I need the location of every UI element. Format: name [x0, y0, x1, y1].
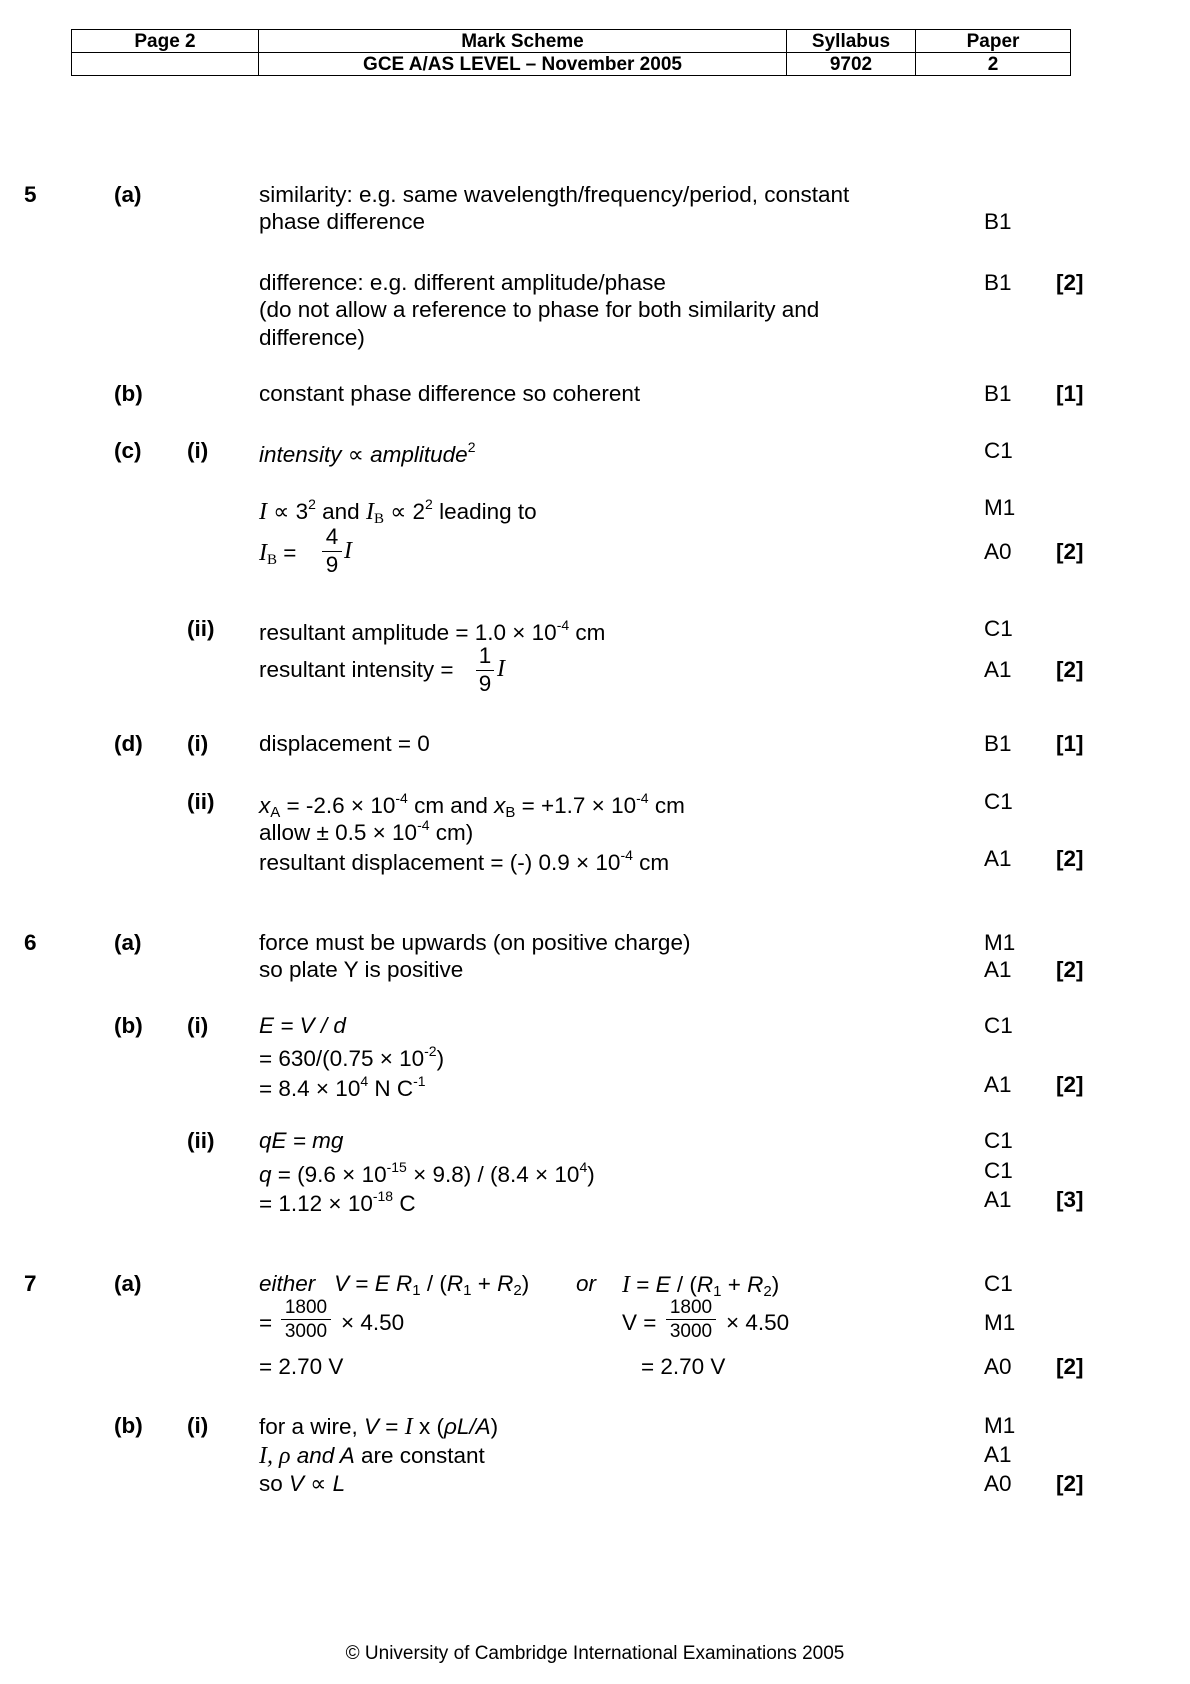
- var-r: R: [696, 1272, 714, 1297]
- superscript: -2: [424, 1043, 437, 1059]
- q6-bi-mark1: C1: [984, 1013, 1013, 1038]
- value-text: = -2.6 × 10: [280, 793, 396, 818]
- var-i: I: [622, 1272, 630, 1298]
- subscript: 1: [713, 1283, 722, 1300]
- var-rho-l-a: ρL/A: [443, 1414, 491, 1439]
- q6-bii-mark2: C1: [984, 1158, 1013, 1183]
- fraction-denominator: 9: [478, 670, 492, 696]
- q5-ci-label: (i): [187, 438, 209, 463]
- superscript: 2: [425, 496, 433, 512]
- q5-a-mark2: B1: [984, 270, 1012, 295]
- q7-a-mark2: M1: [984, 1310, 1016, 1335]
- fraction-bar: [281, 1319, 331, 1320]
- unit: cm: [632, 850, 670, 875]
- q7-bi-line2: [259, 1444, 485, 1468]
- q7-bi-total: [2]: [1056, 1471, 1084, 1496]
- operator: +: [721, 1272, 748, 1297]
- var-ib: I: [259, 540, 267, 566]
- operator: ): [490, 1414, 499, 1439]
- var-i: I: [259, 499, 267, 525]
- q7-bi-line1: [259, 1415, 498, 1439]
- q5-ci-total: [2]: [1056, 539, 1084, 564]
- q6-bi-line3: [259, 1074, 426, 1101]
- q7-b-label: (b): [114, 1413, 143, 1438]
- superscript: 4: [360, 1073, 369, 1089]
- unit: C: [393, 1191, 416, 1216]
- q7-a-v-right: V =: [622, 1310, 657, 1335]
- header-paper-label: Paper: [916, 30, 1071, 53]
- calc-text: = 8.4 × 10: [259, 1076, 361, 1101]
- q5-dii-total: [2]: [1056, 846, 1084, 871]
- q7-a-mark3: A0: [984, 1354, 1012, 1379]
- q7-bi-mark2: A1: [984, 1442, 1012, 1467]
- superscript: -15: [386, 1159, 407, 1175]
- q7-a-times-right: × 4.50: [726, 1310, 790, 1335]
- q5-cii-mark2: A1: [984, 657, 1012, 682]
- var-x: x: [494, 793, 506, 818]
- q5-ci-line1: [259, 440, 475, 467]
- equals: =: [630, 1272, 656, 1297]
- q5-ci-mark1: C1: [984, 438, 1013, 463]
- proportional-symbol: ∝: [383, 499, 413, 524]
- q7-number: 7: [24, 1271, 37, 1296]
- q5-dii-line1: [259, 791, 685, 820]
- unit: N C: [368, 1076, 414, 1101]
- wire-text: for a wire,: [259, 1414, 365, 1439]
- superscript: -4: [395, 790, 408, 806]
- q7-a-fraction-left: [281, 1298, 331, 1341]
- var-q: q: [259, 1162, 272, 1187]
- q6-a-line2: so plate Y is positive: [259, 957, 464, 982]
- q5-di-line: displacement = 0: [259, 731, 430, 756]
- q7-a-line1-left: [259, 1273, 529, 1298]
- q7-a-res-right: = 2.70 V: [641, 1354, 726, 1379]
- amplitude-text: resultant amplitude = 1.0 × 10: [259, 620, 557, 645]
- calc-text: = 630/(0.75 × 10: [259, 1046, 425, 1071]
- var-x: x: [259, 793, 271, 818]
- q6-a-label: (a): [114, 930, 142, 955]
- var-v: V: [334, 1271, 350, 1296]
- q6-number: 6: [24, 930, 37, 955]
- superscript: -4: [620, 847, 633, 863]
- q5-b-label: (b): [114, 381, 143, 406]
- q5-cii-line2: resultant intensity =: [259, 657, 454, 682]
- var-r: R: [497, 1271, 514, 1296]
- q6-bii-total: [3]: [1056, 1187, 1084, 1212]
- q6-bi-total: [2]: [1056, 1072, 1084, 1097]
- q6-b-label: (b): [114, 1013, 143, 1038]
- q6-bi-line2: [259, 1044, 444, 1071]
- unit: cm): [429, 820, 474, 845]
- q5-a-line3: difference: e.g. different amplitude/phase: [259, 270, 666, 295]
- q5-a-line4: (do not allow a reference to phase for both similarity and: [259, 297, 820, 322]
- value-2: 2: [412, 499, 426, 524]
- q5-di-label: (i): [187, 731, 209, 756]
- superscript: 2: [467, 439, 476, 455]
- q5-cii-mark1: C1: [984, 616, 1013, 641]
- leading-to: leading to: [432, 499, 537, 524]
- q5-dii-line2: [259, 818, 473, 845]
- q5-ci-line3: [259, 541, 296, 568]
- superscript: 2: [308, 496, 316, 512]
- q5-cii-fraction: [476, 645, 494, 695]
- value-text: cm and: [407, 793, 495, 818]
- operator: / (: [420, 1271, 447, 1296]
- var-i: I: [404, 1414, 413, 1440]
- subscript: B: [373, 511, 384, 527]
- header-scheme: Mark Scheme: [259, 30, 787, 53]
- q5-a-line2: phase difference: [259, 209, 425, 234]
- q5-di-mark: B1: [984, 731, 1012, 756]
- subscript: A: [270, 804, 281, 821]
- operator: x (: [412, 1414, 444, 1439]
- subscript: 2: [763, 1283, 772, 1300]
- header-page: Page 2: [72, 30, 259, 53]
- q7-a-line1-right: [622, 1273, 779, 1299]
- q6-a-total: [2]: [1056, 957, 1084, 982]
- fraction-denominator: 3000: [284, 1321, 328, 1342]
- q6-bii-line1: qE = mg: [259, 1128, 344, 1153]
- subscript: 1: [412, 1282, 421, 1299]
- q7-bi-mark1: M1: [984, 1413, 1016, 1438]
- q5-b-total: [1]: [1056, 381, 1084, 406]
- q7-a-times-left: × 4.50: [341, 1310, 405, 1335]
- and-word: and: [315, 499, 366, 524]
- equals: =: [349, 1271, 375, 1296]
- subscript: B: [267, 552, 278, 568]
- q5-dii-mark2: A1: [984, 846, 1012, 871]
- equals: =: [277, 540, 297, 565]
- q5-di-total: [1]: [1056, 731, 1084, 756]
- q6-bii-mark3: A1: [984, 1187, 1012, 1212]
- q5-ci-mark2: M1: [984, 495, 1016, 520]
- q5-ci-fraction: [322, 526, 342, 576]
- so-word: so: [259, 1471, 290, 1496]
- intensity-word: intensity: [259, 442, 342, 467]
- amplitude-word: amplitude: [370, 442, 468, 467]
- q6-bi-line1: E = V / d: [259, 1013, 346, 1038]
- q5-cii-frac-var: I: [497, 656, 505, 682]
- q7-a-total: [2]: [1056, 1354, 1084, 1379]
- q5-ci-mark3: A0: [984, 539, 1012, 564]
- displacement-text: resultant displacement = (-) 0.9 × 10: [259, 850, 621, 875]
- q6-bii-label: (ii): [187, 1128, 215, 1153]
- header-syllabus-label: Syllabus: [787, 30, 916, 53]
- superscript: -4: [417, 817, 430, 833]
- proportional-symbol: ∝: [304, 1471, 333, 1496]
- superscript: -4: [636, 790, 649, 806]
- q7-a-mark1: C1: [984, 1271, 1013, 1296]
- operator: +: [471, 1271, 498, 1296]
- q5-d-label: (d): [114, 731, 143, 756]
- proportional-symbol: ∝: [267, 499, 296, 524]
- q5-ci-frac-var: I: [344, 538, 352, 564]
- var-i-rho: I, ρ: [259, 1443, 291, 1469]
- q5-ci-line2: [259, 497, 537, 527]
- q6-a-mark1: M1: [984, 930, 1016, 955]
- operator: ): [521, 1271, 530, 1296]
- q7-bi-line3: [259, 1473, 345, 1496]
- unit: cm: [648, 793, 685, 818]
- fraction-numerator: 1800: [669, 1297, 713, 1318]
- q7-a-fraction-right: [666, 1298, 716, 1341]
- q7-bi-label: (i): [187, 1413, 209, 1438]
- superscript: -1: [413, 1073, 426, 1089]
- q5-a-total: [2]: [1056, 270, 1084, 295]
- q6-a-mark2: A1: [984, 957, 1012, 982]
- q5-cii-line1: [259, 618, 605, 645]
- q5-cii-total: [2]: [1056, 657, 1084, 682]
- q6-bii-line2: [259, 1160, 595, 1187]
- q5-cii-label: (ii): [187, 616, 215, 641]
- q5-dii-mark1: C1: [984, 789, 1013, 814]
- fraction-bar: [666, 1319, 716, 1320]
- var-v: V: [364, 1414, 380, 1439]
- superscript: 4: [579, 1159, 588, 1175]
- fraction-numerator: 1800: [284, 1297, 328, 1318]
- equals: =: [379, 1414, 405, 1439]
- calc-text: = (9.6 × 10: [271, 1162, 387, 1187]
- q5-a-mark1: B1: [984, 209, 1012, 234]
- constant-text: are constant: [354, 1443, 485, 1468]
- q6-bi-label: (i): [187, 1013, 209, 1038]
- calc-text: ): [587, 1162, 595, 1187]
- q5-a-line1: similarity: e.g. same wavelength/frequency/period, constant: [259, 182, 850, 207]
- operator: / (: [670, 1272, 697, 1297]
- q5-b-mark: B1: [984, 381, 1012, 406]
- header-empty: [72, 53, 259, 76]
- header-exam: GCE A/AS LEVEL – November 2005: [259, 53, 787, 76]
- q6-bii-mark1: C1: [984, 1128, 1013, 1153]
- header-syllabus-code: 9702: [787, 53, 916, 76]
- q5-a-label: (a): [114, 182, 142, 207]
- subscript: 2: [513, 1282, 522, 1299]
- q6-bii-line3: [259, 1189, 416, 1216]
- q7-a-label: (a): [114, 1271, 142, 1296]
- q6-bi-mark2: A1: [984, 1072, 1012, 1097]
- q6-a-line1: force must be upwards (on positive charge): [259, 930, 691, 955]
- q7-a-eq-left: =: [259, 1310, 273, 1335]
- q5-dii-line3: [259, 848, 669, 875]
- var-r: R: [446, 1271, 464, 1296]
- subscript: B: [505, 804, 516, 821]
- value-text: = +1.7 × 10: [515, 793, 637, 818]
- var-l: L: [332, 1471, 346, 1496]
- q5-c-label: (c): [114, 438, 142, 463]
- calc-text: × 9.8) / (8.4 × 10: [406, 1162, 580, 1187]
- q7-a-res-left: = 2.70 V: [259, 1354, 344, 1379]
- fraction-denominator: 3000: [669, 1321, 713, 1342]
- calc-text: = 1.12 × 10: [259, 1191, 373, 1216]
- subscript: 1: [463, 1282, 472, 1299]
- var-e: E: [655, 1272, 671, 1297]
- superscript: -18: [372, 1188, 394, 1204]
- var-r: R: [747, 1272, 764, 1297]
- var-v: V: [289, 1471, 305, 1496]
- either-word: either: [259, 1271, 316, 1296]
- fraction-numerator: 4: [325, 524, 339, 549]
- superscript: -4: [556, 617, 570, 633]
- value-3: 3: [295, 499, 309, 524]
- var-e-r: E R: [374, 1271, 413, 1296]
- q7-bi-mark3: A0: [984, 1471, 1012, 1496]
- unit: cm: [569, 620, 606, 645]
- q5-number: 5: [24, 182, 37, 207]
- operator: ): [771, 1272, 780, 1297]
- proportional-symbol: ∝: [341, 442, 371, 467]
- calc-text: ): [436, 1046, 445, 1071]
- footer-copyright: © University of Cambridge International Examinations 2005: [345, 1643, 845, 1664]
- header-table: [71, 29, 1071, 76]
- var-ib: I: [365, 499, 374, 525]
- fraction-denominator: 9: [325, 551, 339, 577]
- allowance-text: allow ± 0.5 × 10: [259, 820, 418, 845]
- header-paper-num: 2: [916, 53, 1071, 76]
- q7-a-or: or: [576, 1271, 597, 1296]
- q5-dii-label: (ii): [187, 789, 215, 814]
- q5-a-line5: difference): [259, 325, 365, 350]
- and-a: and A: [290, 1443, 355, 1468]
- fraction-numerator: 1: [478, 643, 492, 668]
- q5-b-line: constant phase difference so coherent: [259, 381, 641, 406]
